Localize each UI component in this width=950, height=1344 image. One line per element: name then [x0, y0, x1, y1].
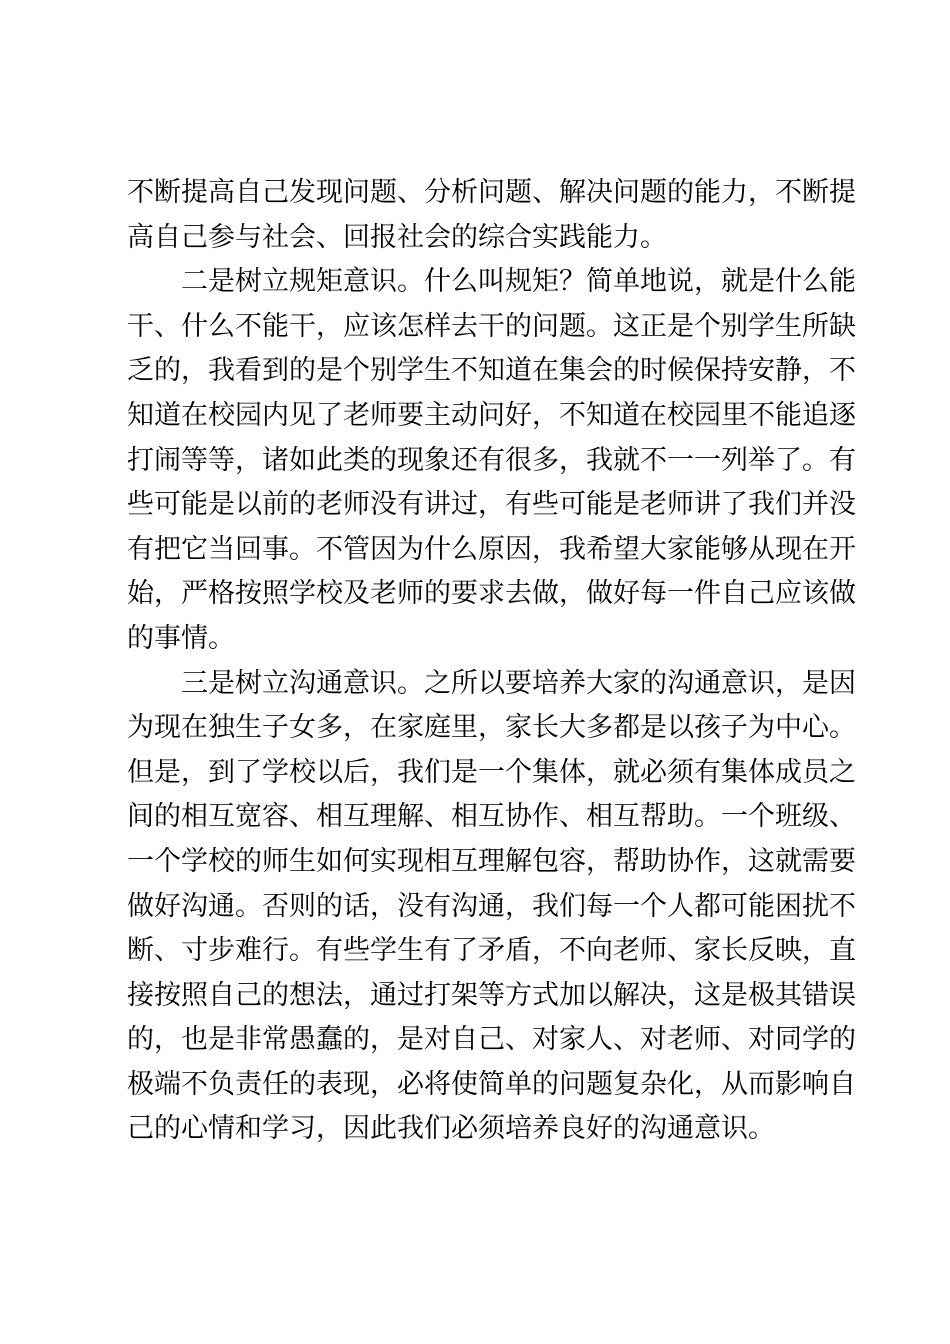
text-line: 二是树立规矩意识。什么叫规矩？简单地说，就是什么能 [181, 266, 856, 298]
text-line: 间的相互宽容、相互理解、相互协作、相互帮助。一个班级、 [127, 801, 856, 833]
text-line: 有把它当回事。不管因为什么原因，我希望大家能够从现在开 [127, 533, 856, 565]
text-line: 干、什么不能干，应该怎样去干的问题。这正是个别学生所缺 [127, 310, 856, 342]
body-text [127, 171, 856, 1152]
paragraph-2 [127, 260, 856, 661]
text-line: 的，也是非常愚蠢的，是对自己、对家人、对老师、对同学的 [127, 1024, 856, 1056]
text-line: 但是，到了学校以后，我们是一个集体，就必须有集体成员之 [127, 756, 856, 788]
text-line: 高自己参与社会、回报社会的综合实践能力。 [127, 221, 667, 253]
text-line: 断、寸步难行。有些学生有了矛盾，不向老师、家长反映，直 [127, 935, 856, 967]
text-line: 做好沟通。否则的话，没有沟通，我们每一个人都可能困扰不 [127, 890, 856, 922]
text-line: 打闹等等，诸如此类的现象还有很多，我就不一一列举了。有 [127, 444, 856, 476]
paragraph-3 [127, 662, 856, 1153]
text-line: 不断提高自己发现问题、分析问题、解决问题的能力，不断提 [127, 177, 856, 208]
text-line: 乏的，我看到的是个别学生不知道在集会的时候保持安静，不 [127, 355, 856, 387]
text-line: 知道在校园内见了老师要主动问好，不知道在校园里不能追逐 [127, 399, 856, 431]
text-line: 些可能是以前的老师没有讲过，有些可能是老师讲了我们并没 [127, 489, 856, 521]
text-line: 接按照自己的想法，通过打架等方式加以解决，这是极其错误 [127, 979, 856, 1011]
text-line: 始，严格按照学校及老师的要求去做，做好每一件自己应该做 [127, 578, 856, 610]
text-line: 的事情。 [127, 622, 235, 654]
text-line: 三是树立沟通意识。之所以要培养大家的沟通意识，是因 [181, 667, 856, 699]
paragraph-1 [127, 171, 856, 260]
text-line: 一个学校的师生如何实现相互理解包容，帮助协作，这就需要 [127, 845, 856, 877]
text-line: 为现在独生子女多，在家庭里，家长大多都是以孩子为中心。 [127, 712, 856, 744]
text-line: 极端不负责任的表现，必将使简单的问题复杂化，从而影响自 [127, 1068, 856, 1100]
text-line: 己的心情和学习，因此我们必须培养良好的沟通意识。 [127, 1113, 775, 1145]
